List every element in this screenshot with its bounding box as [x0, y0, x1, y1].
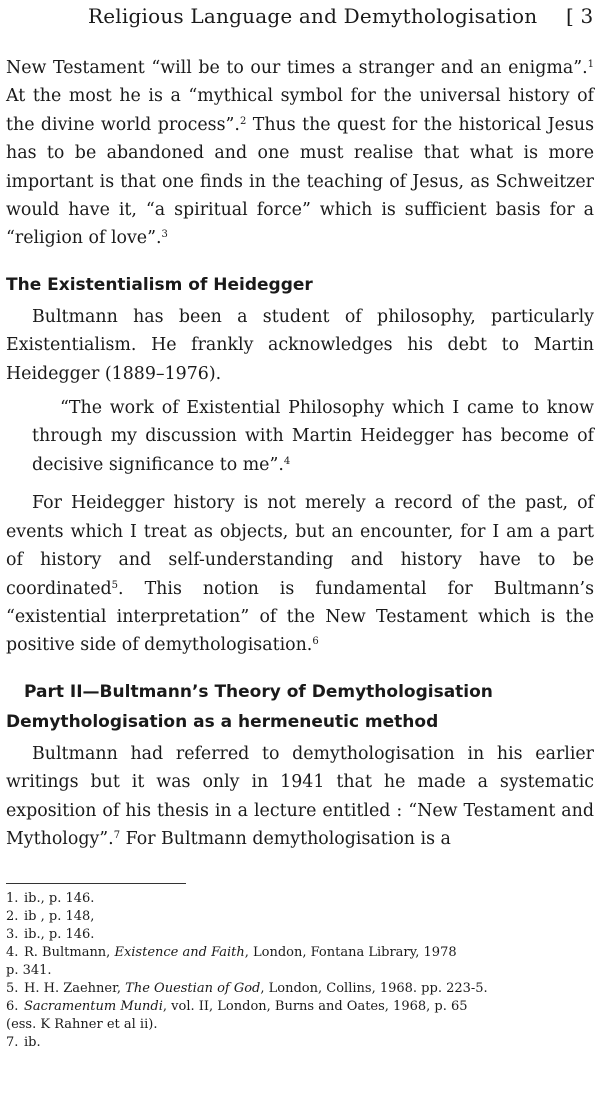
subsection-heading-hermeneutic: Demythologisation as a hermeneutic method: [6, 711, 439, 732]
footnote-text: ib , p. 148,: [24, 909, 95, 924]
footnote-number: 6.: [6, 999, 19, 1014]
footnote-4-continuation: p. 341.: [6, 963, 52, 978]
paragraph-4-text-a: Bultmann had referred to demythologisation in his earlier writings but it was only in 1941 that he made a systematic exposition of his thesis in a lecture entitled : “New Testament and Mythology”.: [6, 743, 594, 849]
footnote-number: 2.: [6, 909, 19, 924]
block-quote-text: “The work of Existential Philosophy which I came to know through my discussion with Martin Heidegger has become of decisive significance to me”.: [32, 398, 594, 475]
paragraph-4-text-b: For Bultmann demythologisation is a: [120, 828, 451, 849]
footnotes: [6, 890, 594, 1052]
footnote-text: , London, Fontana Library, 1978: [244, 945, 457, 960]
footnote-ref: 2: [239, 115, 247, 127]
paragraph-4: [6, 740, 594, 854]
footnote-ref: 5: [111, 579, 119, 591]
footnote-ref: 7: [113, 829, 121, 841]
footnote-1: [6, 890, 594, 908]
footnote-2: [6, 908, 594, 926]
footnote-text: H. H. Zaehner,: [24, 981, 126, 996]
footnote-7: [6, 1034, 594, 1052]
footnote-text: , vol. II, London, Burns and Oates, 1968, p. 65: [162, 999, 468, 1014]
footnote-number: 1.: [6, 891, 19, 906]
footnote-6: [6, 998, 594, 1016]
paragraph-3: [6, 489, 594, 659]
footnote-ref: 1: [587, 59, 594, 70]
footnote-6-continuation: (ess. K Rahner et al ii).: [6, 1017, 158, 1032]
paragraph-1: [6, 54, 594, 253]
footnote-text: ib.: [24, 1035, 41, 1050]
footnote-text: R. Bultmann,: [24, 945, 115, 960]
footnote-rule: [6, 883, 186, 884]
block-quote: [32, 394, 594, 479]
paragraph-3-text-b: . This notion is fundamental for Bultmann’s “existential interpretation” of the New Testament which is the positive side of demythologisation.: [6, 578, 594, 656]
footnote-number: 5.: [6, 981, 19, 996]
section-heading-existentialism: The Existentialism of Heidegger: [6, 274, 313, 295]
page-body: [6, 54, 594, 853]
paragraph-3-text-a: For Heidegger history is not merely a record of the past, of events which I treat as objects, but an encounter, for I am a part of history and self-understanding and history have to be coordinated: [6, 493, 594, 599]
paragraph-1-text-a: New Testament “will be to our times a stranger and an enigma”.: [6, 58, 588, 78]
paragraph-1-text-b: At the most he is a “mythical symbol for the universal history of the divine world process”.: [6, 86, 594, 135]
footnote-text: , London, Collins, 1968. pp. 223-5.: [260, 981, 488, 996]
footnote-number: 4.: [6, 945, 19, 960]
running-head: [0, 4, 600, 30]
section-heading-part-ii: Part II—Bultmann’s Theory of Demythologisation: [24, 681, 493, 702]
page-number: [ 3: [566, 4, 594, 28]
footnote-number: 7.: [6, 1035, 19, 1050]
footnote-ref: 6: [312, 636, 319, 648]
footnote-4: [6, 944, 594, 962]
paragraph-1-text-c: Thus the quest for the historical Jesus has to be abandoned and one must realise that what is more important is that one finds in the teaching of Jesus, as Schweitzer would have it, “a spiritual force” which is sufficient basis for a “religion of love”.: [6, 114, 594, 249]
footnote-ref: 3: [161, 229, 168, 241]
footnote-3: [6, 926, 594, 944]
footnote-title: Existence and Faith: [114, 945, 245, 960]
running-head-title: Religious Language and Demythologisation: [88, 4, 538, 28]
footnote-text: ib., p. 146.: [24, 927, 95, 942]
footnote-title: The Ouestian of God: [125, 981, 261, 996]
footnote-title: Sacramentum Mundi: [24, 999, 163, 1014]
footnote-number: 3.: [6, 927, 19, 942]
footnote-5: [6, 980, 594, 998]
paragraph-2: Bultmann has been a student of philosophy, particularly Existentialism. He frankly acknowledges his debt to Martin Heidegger (1889–1976).: [6, 306, 594, 384]
footnote-ref: 4: [283, 455, 291, 467]
footnote-text: ib., p. 146.: [24, 891, 95, 906]
